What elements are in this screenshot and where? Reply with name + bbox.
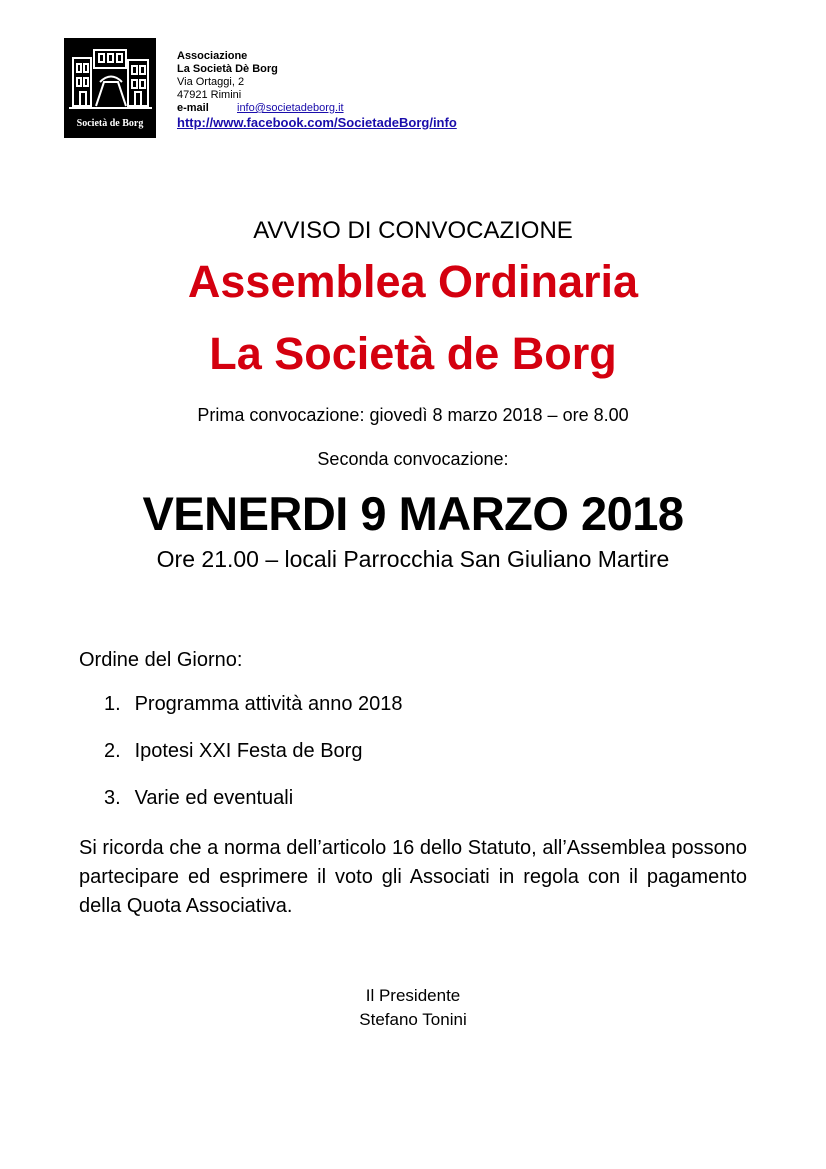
agenda-item-number: 2. bbox=[104, 740, 121, 762]
second-call-label: Seconda convocazione: bbox=[317, 449, 509, 469]
building-illustration-icon bbox=[64, 38, 156, 118]
agenda-item bbox=[104, 787, 403, 834]
agenda-item-number: 3. bbox=[104, 787, 121, 809]
agenda-item-number: 1. bbox=[104, 693, 121, 715]
signature-role: Il Presidente bbox=[365, 986, 461, 1005]
email-label: e-mail bbox=[177, 102, 209, 114]
agenda-item-text: Programma attività anno 2018 bbox=[134, 693, 403, 715]
meeting-date: VENERDI 9 MARZO 2018 bbox=[142, 487, 684, 540]
logo-caption: Società de Borg bbox=[76, 118, 144, 129]
agenda-item bbox=[104, 740, 403, 787]
association-contact-block bbox=[177, 50, 457, 130]
notice-heading: AVVISO DI CONVOCAZIONE bbox=[253, 217, 573, 244]
association-city: 47921 Rimini bbox=[177, 89, 242, 101]
association-label: Associazione bbox=[177, 50, 248, 62]
email-link[interactable]: info@societadeborg.it bbox=[237, 102, 344, 114]
agenda-item-text: Ipotesi XXI Festa de Borg bbox=[134, 740, 363, 762]
email-row bbox=[177, 102, 457, 115]
signature-name: Stefano Tonini bbox=[359, 1010, 467, 1029]
association-address: Via Ortaggi, 2 bbox=[177, 76, 245, 88]
association-name: La Società Dè Borg bbox=[177, 63, 278, 75]
association-logo bbox=[64, 38, 156, 138]
agenda-item bbox=[104, 693, 403, 740]
agenda-list bbox=[104, 693, 403, 834]
meeting-time-place: Ore 21.00 – locali Parrocchia San Giuliano Martire bbox=[156, 546, 670, 572]
first-call-text: Prima convocazione: giovedì 8 marzo 2018 – ore 8.00 bbox=[197, 405, 629, 425]
agenda-title: Ordine del Giorno: bbox=[79, 649, 243, 671]
agenda-item-text: Varie ed eventuali bbox=[134, 787, 294, 809]
assembly-title: Assemblea Ordinaria bbox=[187, 256, 639, 307]
facebook-link[interactable]: http://www.facebook.com/SocietadeBorg/info bbox=[177, 115, 457, 130]
society-title: La Società de Borg bbox=[209, 328, 617, 379]
statute-note: Si ricorda che a norma dell’articolo 16 dello Statuto, all’Assemblea possono partecipare ed esprimere il voto gli Associati in regola con il pagamento della Quota Associativa. bbox=[79, 837, 747, 917]
